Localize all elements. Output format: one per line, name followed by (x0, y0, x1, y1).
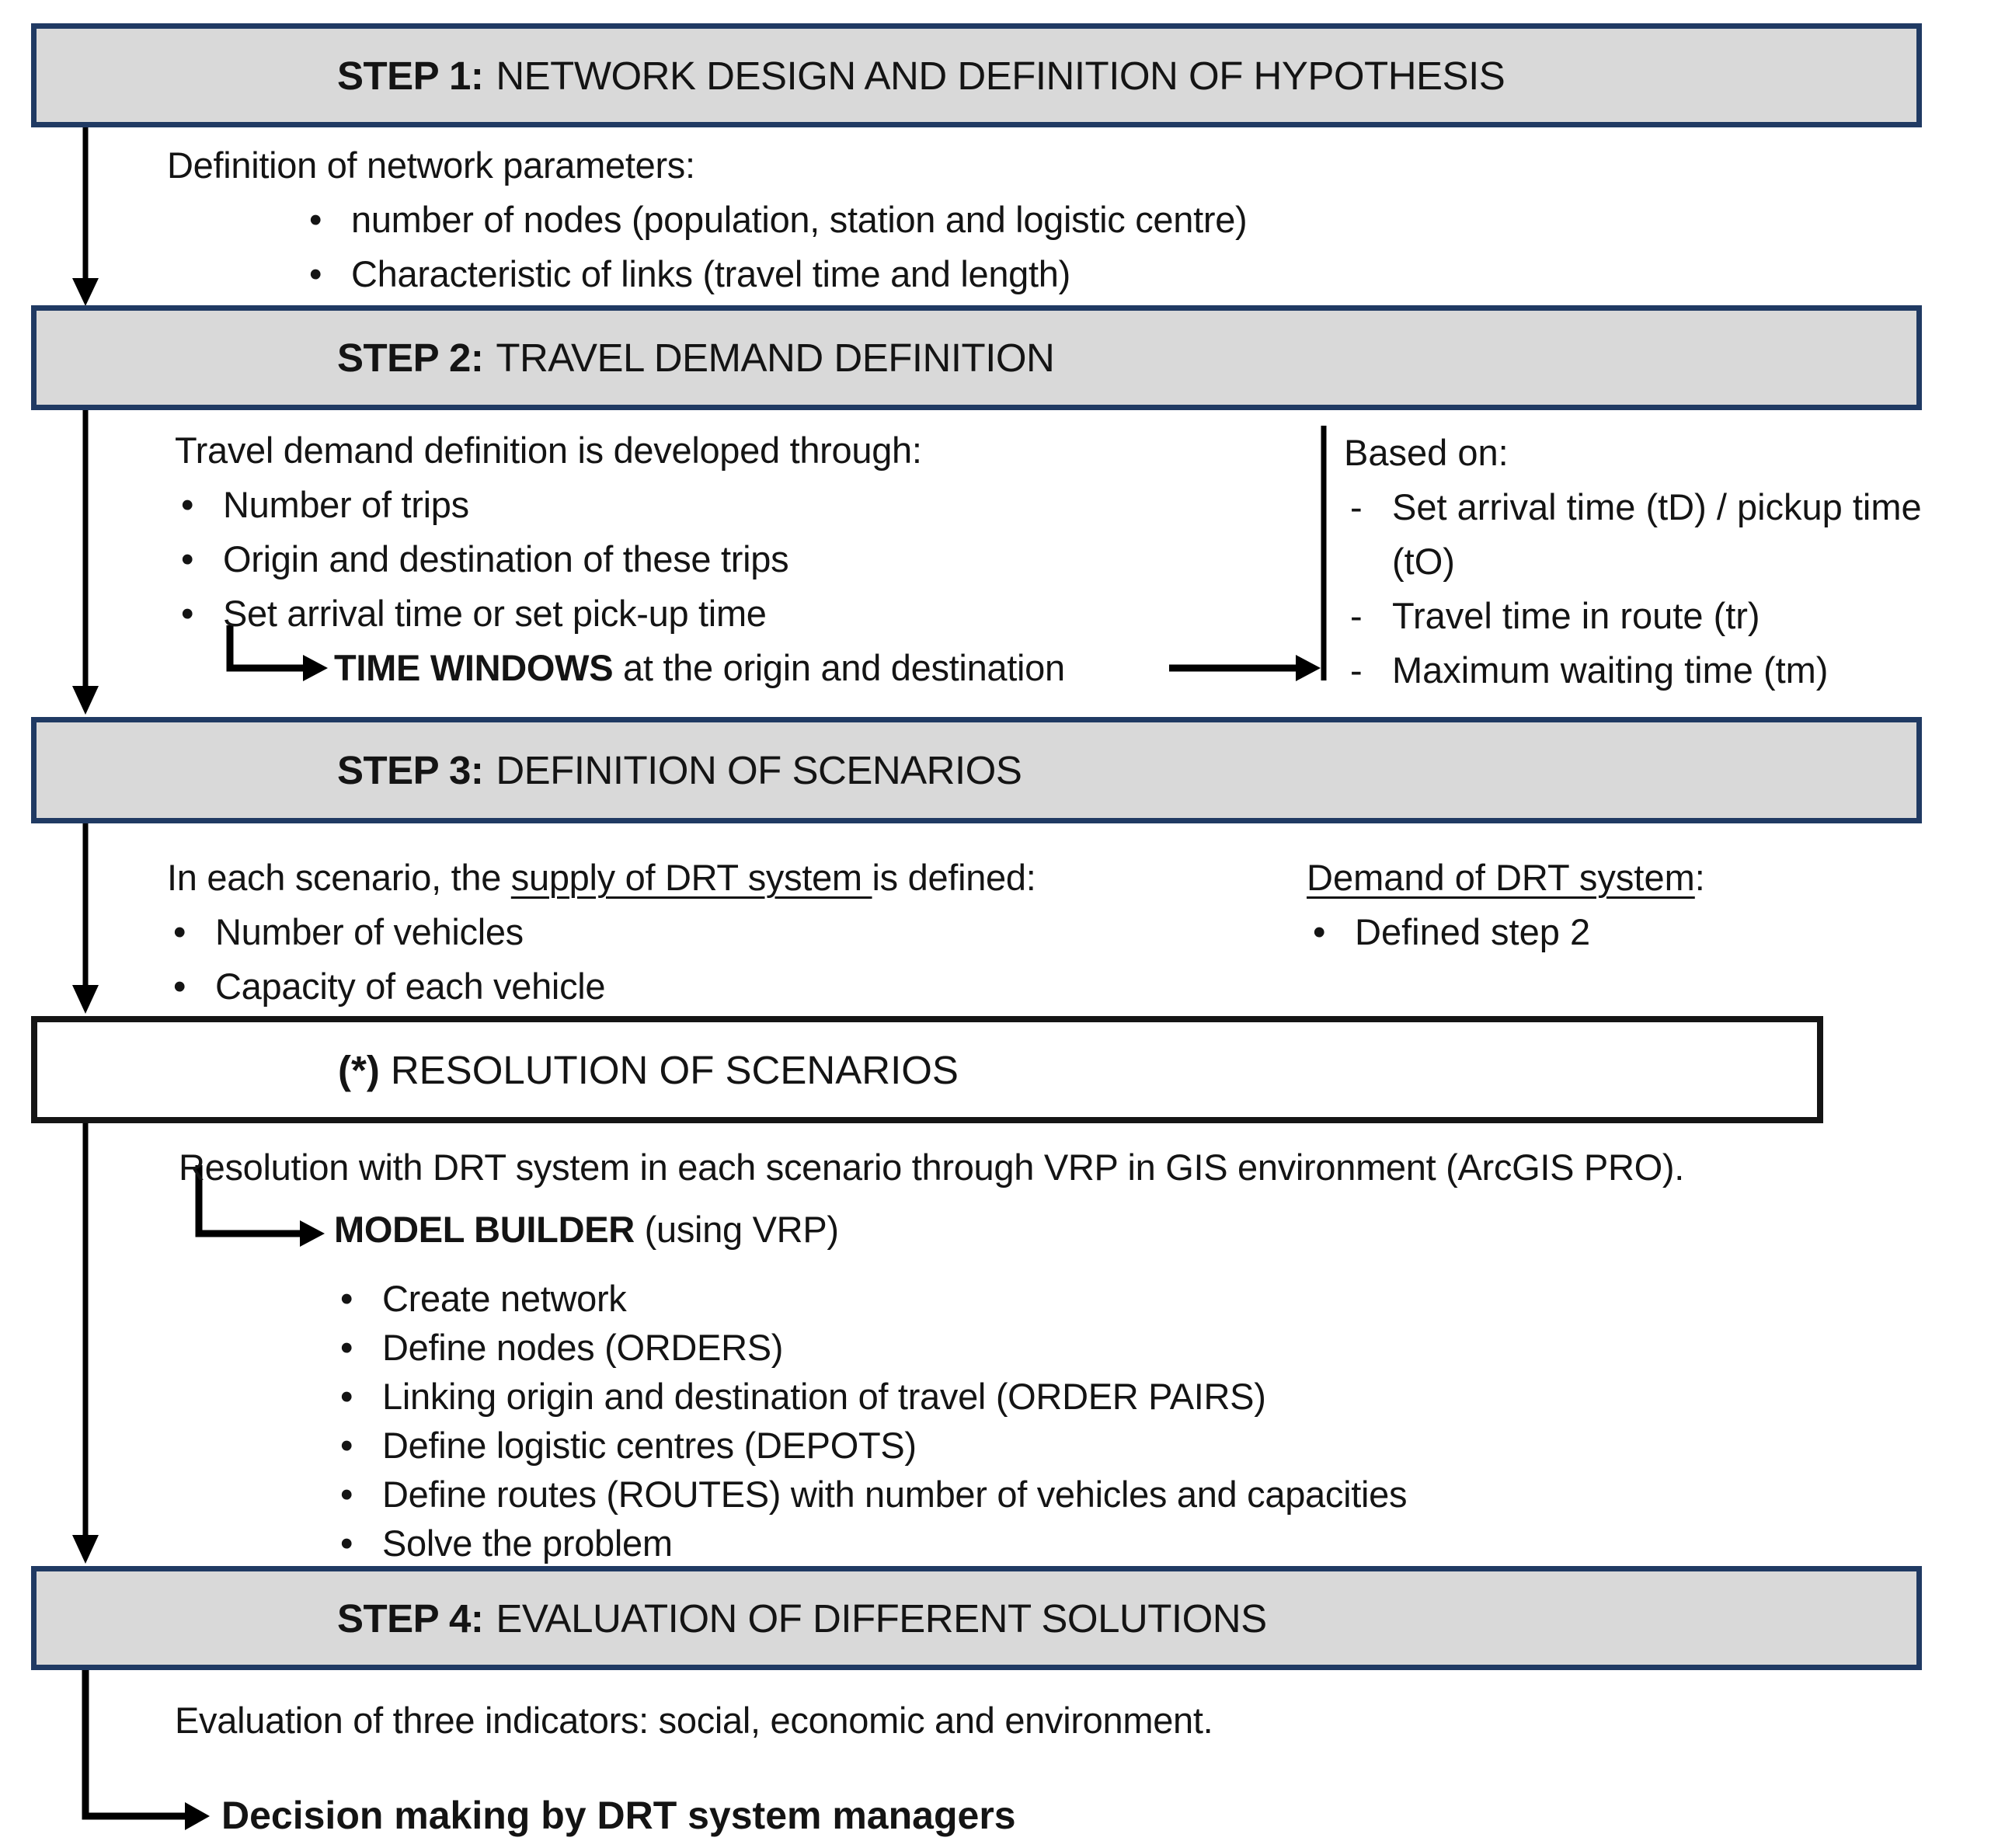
step3-header-title: DEFINITION OF SCENARIOS (496, 748, 1022, 792)
step3-header-box (31, 717, 1922, 823)
bullet-item (175, 532, 1065, 586)
bullet-text: Define routes (ROUTES) with number of vehicles and capacities (382, 1474, 1408, 1515)
dash-item (1344, 589, 1973, 643)
resolution-header-label: (*) (338, 1047, 380, 1092)
step1-intro: Definition of network parameters: (167, 144, 695, 186)
bullet-item (334, 1372, 1407, 1421)
bullet-text: Capacity of each vehicle (215, 966, 606, 1007)
step3-intro (167, 851, 1036, 905)
bullet-item (334, 1519, 1407, 1568)
step3-intro-post: is defined: (872, 857, 1036, 898)
dash-item (1344, 643, 1973, 698)
step1-header-box (31, 23, 1922, 127)
step4-header-label: STEP 4: (337, 1596, 484, 1641)
resolution-header-box (31, 1016, 1823, 1123)
step2-content (175, 423, 1065, 695)
based-on-title: Based on: (1344, 432, 1509, 473)
bullet-item (303, 247, 1247, 301)
resolution-intro: Resolution with DRT system in each scenario through VRP in GIS environment (ArcGIS PRO). (179, 1147, 1684, 1188)
time-windows-rest: at the origin and destination (613, 647, 1065, 688)
arrowhead-right-icon (300, 1220, 325, 1247)
model-builder-text (334, 1202, 839, 1257)
arrowhead-down-icon (72, 1535, 99, 1564)
time-windows-label: TIME WINDOWS (334, 647, 614, 688)
step4-content (175, 1693, 1213, 1748)
dash-text: Set arrival time (tD) / pickup time (tO) (1392, 486, 1922, 582)
bullet-item (1307, 905, 1975, 959)
bullet-item (303, 193, 1247, 247)
bullet-text: number of nodes (population, station and logistic centre) (351, 199, 1248, 240)
demand-title (1307, 851, 1975, 905)
model-builder-rest: (using VRP) (634, 1209, 839, 1250)
step1-header-label: STEP 1: (337, 53, 484, 98)
bullet-text: Origin and destination of these trips (223, 538, 789, 579)
arrowhead-down-icon (72, 985, 99, 1014)
bullet-text: Define logistic centres (DEPOTS) (382, 1425, 917, 1466)
step1-content (167, 138, 1247, 301)
arrowhead-right-icon (185, 1802, 210, 1830)
step2-header-label: STEP 2: (337, 336, 484, 380)
demand-block (1307, 851, 1975, 959)
bullet-text: Number of trips (223, 484, 469, 525)
step2-header-title: TRAVEL DEMAND DEFINITION (496, 336, 1055, 380)
step4-intro: Evaluation of three indicators: social, economic and environment. (175, 1700, 1213, 1741)
time-windows-line (334, 641, 1065, 695)
model-builder-label: MODEL BUILDER (334, 1209, 635, 1250)
bullet-item (175, 478, 1065, 532)
bullet-text: Defined step 2 (1355, 911, 1591, 952)
step3-header-label: STEP 3: (337, 748, 484, 792)
bullet-item (334, 1421, 1407, 1470)
bullet-text: Solve the problem (382, 1523, 673, 1564)
bullet-item (167, 959, 1036, 1014)
step4-header-title: EVALUATION OF DIFFERENT SOLUTIONS (496, 1596, 1267, 1641)
step2-intro: Travel demand definition is developed through: (175, 430, 922, 471)
bullet-item (334, 1323, 1407, 1372)
step4-header-box (31, 1566, 1922, 1670)
bullet-item (175, 586, 1065, 641)
bullet-text: Define nodes (ORDERS) (382, 1327, 784, 1368)
bullet-text: Linking origin and destination of travel (ORDER PAIRS) (382, 1376, 1266, 1417)
step3-intro-underline: supply of DRT system (510, 857, 872, 898)
decision-making-text: Decision making by DRT system managers (221, 1794, 1016, 1837)
dash-text: Travel time in route (tr) (1392, 595, 1760, 636)
step2-header-box (31, 305, 1922, 410)
bullet-text: Number of vehicles (215, 911, 524, 952)
model-builder-line (334, 1202, 839, 1257)
bullet-text: Characteristic of links (travel time and length) (351, 253, 1070, 294)
dash-item (1344, 480, 1973, 589)
arrowhead-right-icon (1296, 655, 1321, 681)
step3-content (167, 851, 1036, 1014)
dash-text: Maximum waiting time (tm) (1392, 649, 1829, 691)
arrowhead-down-icon (72, 278, 99, 306)
bullet-text: Set arrival time or set pick-up time (223, 593, 767, 634)
demand-title-underline: Demand of DRT system (1307, 857, 1695, 898)
model-builder-bullets (334, 1274, 1407, 1568)
bullet-item (334, 1470, 1407, 1519)
bullet-item (167, 905, 1036, 959)
arrow-step4-decision (85, 1670, 185, 1816)
bullet-text: Create network (382, 1278, 627, 1319)
bullet-item (334, 1274, 1407, 1323)
demand-title-colon: : (1694, 857, 1705, 898)
resolution-content (179, 1140, 1684, 1195)
arrowhead-down-icon (72, 686, 99, 715)
resolution-header-title: RESOLUTION OF SCENARIOS (390, 1047, 959, 1092)
based-on-block (1344, 426, 1973, 698)
step1-header-title: NETWORK DESIGN AND DEFINITION OF HYPOTHESIS (496, 53, 1505, 98)
step3-intro-pre: In each scenario, the (167, 857, 511, 898)
